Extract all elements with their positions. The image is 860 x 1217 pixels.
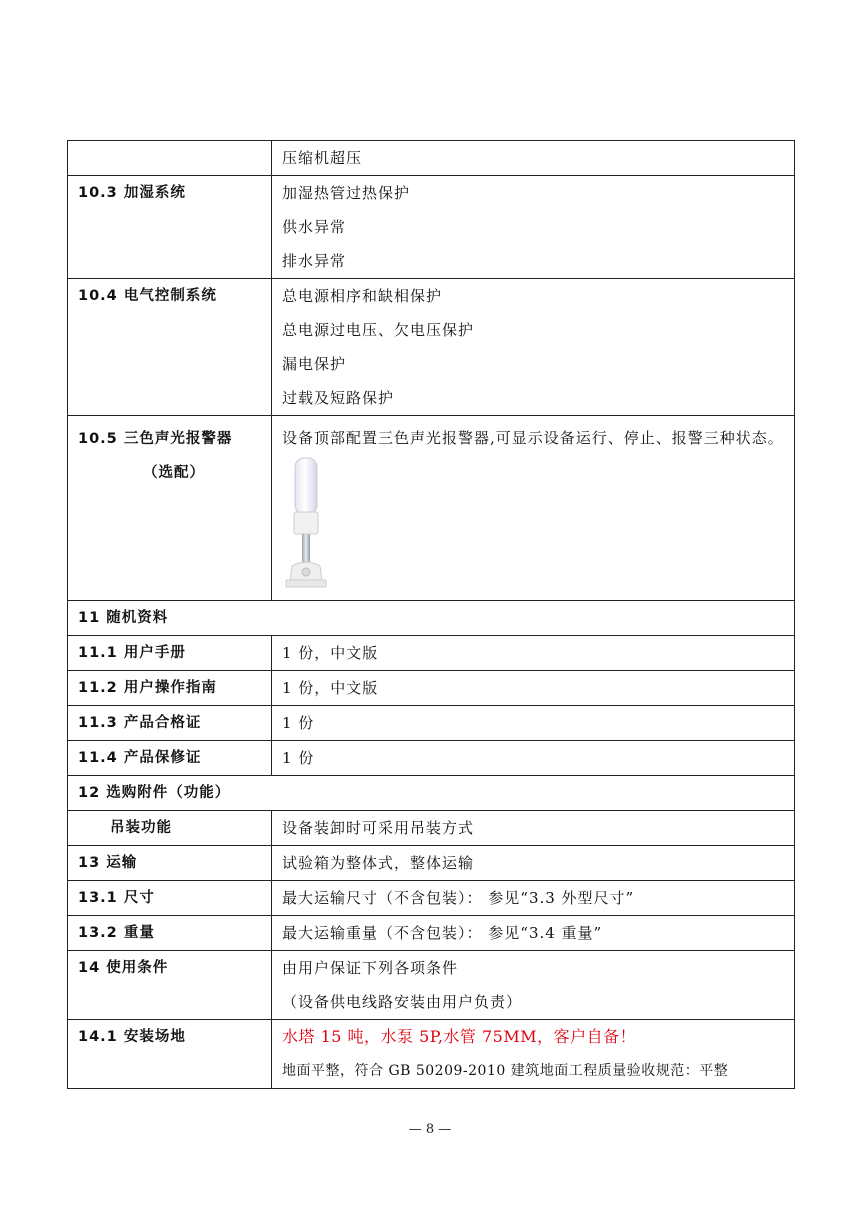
row-label: 11.3 产品合格证 <box>78 715 202 731</box>
table-row <box>68 706 795 741</box>
spec-table <box>67 140 795 1089</box>
table-row <box>68 951 795 1020</box>
row-label: 13.2 重量 <box>78 925 155 941</box>
cell-paragraph: 设备顶部配置三色声光报警器,可显示设备运行、停止、报警三种状态。 <box>282 429 784 447</box>
row-label-sub: （选配） <box>143 465 205 481</box>
cell-text: 试验箱为整体式，整体运输 <box>282 854 475 872</box>
table-row <box>68 601 795 636</box>
page-number: — 8 — <box>408 1122 452 1137</box>
row-label: 13 运输 <box>78 855 138 871</box>
row-label: 10.4 电气控制系统 <box>78 288 217 304</box>
table-row <box>68 279 795 416</box>
cell-text: 地面平整，符合 GB 50209-2010 建筑地面工程质量验收规范：平整 <box>282 1063 729 1079</box>
signal-tower-lamp-icon <box>280 454 340 594</box>
table-row <box>68 671 795 706</box>
cell-text: 过载及短路保护 <box>282 389 395 407</box>
row-label: 11.2 用户操作指南 <box>78 680 217 696</box>
cell-text: 漏电保护 <box>282 355 347 373</box>
table-row <box>68 176 795 279</box>
cell-text: 最大运输尺寸（不含包装）： 参见“3.3 外型尺寸” <box>282 889 635 907</box>
cell-text: 1 份 <box>282 749 315 767</box>
table-row <box>68 141 795 176</box>
row-label: 11.4 产品保修证 <box>78 750 202 766</box>
table-row <box>68 776 795 811</box>
table-row <box>68 846 795 881</box>
table-row <box>68 741 795 776</box>
cell-text: 加湿热管过热保护 <box>282 184 411 202</box>
cell-text: 1 份 <box>282 714 315 732</box>
table-row <box>68 881 795 916</box>
cell-text: 供水异常 <box>282 218 347 236</box>
table-row <box>68 811 795 846</box>
row-label: 10.3 加湿系统 <box>78 185 186 201</box>
row-label: 10.5 三色声光报警器 <box>78 431 233 447</box>
table-row <box>68 1020 795 1089</box>
section-heading: 12 选购附件（功能） <box>78 785 231 801</box>
cell-text: 总电源相序和缺相保护 <box>282 287 443 305</box>
cell-text: 1 份，中文版 <box>282 644 379 662</box>
table-row <box>68 636 795 671</box>
row-label: 吊装功能 <box>110 820 172 836</box>
cell-text: 设备装卸时可采用吊装方式 <box>282 819 475 837</box>
cell-text: 压缩机超压 <box>282 149 363 167</box>
cell-text: 最大运输重量（不含包装）： 参见“3.4 重量” <box>282 924 603 942</box>
row-label: 13.1 尺寸 <box>78 890 155 906</box>
table-row <box>68 916 795 951</box>
cell-text-highlight: 水塔 15 吨，水泵 5P,水管 75MM，客户自备！ <box>282 1027 637 1046</box>
row-label: 14.1 安装场地 <box>78 1029 186 1045</box>
signal-tower-lamp-image <box>280 454 340 594</box>
table-row <box>68 416 795 601</box>
cell-text: （设备供电线路安装由用户负责） <box>282 993 523 1011</box>
cell-text: 由用户保证下列各项条件 <box>282 959 459 977</box>
row-label: 14 使用条件 <box>78 960 169 976</box>
cell-text: 排水异常 <box>282 252 347 270</box>
row-label: 11.1 用户手册 <box>78 645 186 661</box>
cell-text: 总电源过电压、欠电压保护 <box>282 321 475 339</box>
cell-text: 1 份，中文版 <box>282 679 379 697</box>
section-heading: 11 随机资料 <box>78 610 169 626</box>
